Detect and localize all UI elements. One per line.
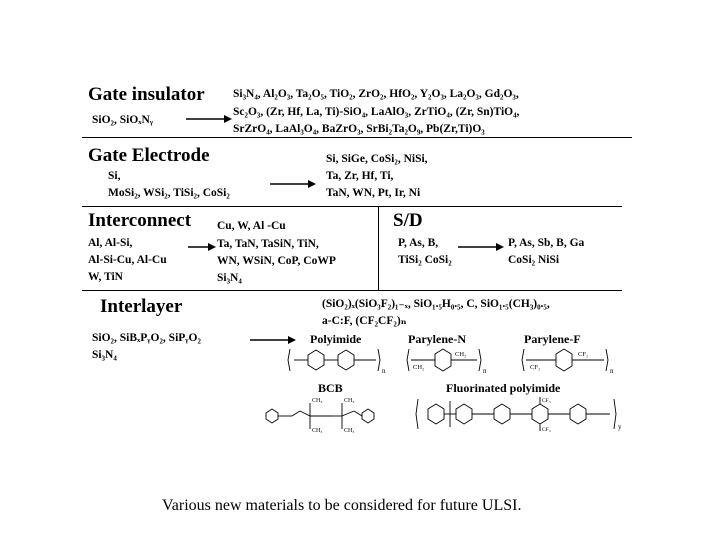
gate-insulator-new-2: Sc₂O₃, (Zr, Hf, La, Ti)-SiO₄, LaAlO₃, ZrTiO₄, (Zr, Sn)TiO₄, xyxy=(233,106,520,118)
sd-new-2: CoSi₂ NiSi xyxy=(508,254,560,266)
sd-new-1: P, As, Sb, B, Ga xyxy=(508,237,585,249)
fluorinated-polyimide-label: Fluorinated polyimide xyxy=(446,381,561,395)
ch2-group: CH₂ xyxy=(455,351,467,358)
parylene-n-label: Parylene-N xyxy=(408,332,466,346)
arrow-icon xyxy=(458,241,504,253)
ch3-group: CH₃ xyxy=(344,428,355,433)
interconnect-current-2: Al-Si-Cu, Al-Cu xyxy=(88,254,167,266)
gate-electrode-new-2: Ta, Zr, Hf, Ti, xyxy=(326,170,394,182)
cf3-group: CF₃ xyxy=(542,427,551,433)
sd-current-2: TiSi₂ CoSi₂ xyxy=(398,254,452,266)
interconnect-new-2: Ta, TaN, TaSiN, TiN, xyxy=(217,238,319,250)
gate-electrode-current-1: Si, xyxy=(108,170,121,182)
subscript-n: n xyxy=(382,367,386,375)
interlayer-current-2: Si₃N₄ xyxy=(92,349,117,361)
interconnect-new-3: WN, WSiN, CoP, CoWP xyxy=(217,255,336,267)
ch3-group: CH₃ xyxy=(344,398,355,404)
interlayer-current-1: SiO₂, SiBₓPᵧO₂, SiPᵧO₂ xyxy=(92,332,201,344)
fluorinated-polyimide-structure-icon xyxy=(414,395,628,433)
interlayer-new-2: a-C:F, (CF₂CF₂)ₙ xyxy=(322,315,407,327)
sd-current-1: P, As, B, xyxy=(398,237,439,249)
interconnect-title: Interconnect xyxy=(88,210,192,231)
polyimide-label: Polyimide xyxy=(310,332,362,346)
arrow-icon xyxy=(188,241,216,253)
gate-insulator-new-3: SrZrO₄, LaAl₃O₄, BaZrO₃, SrBi₂Ta₂O₉, Pb(Zr,Ti)O₃ xyxy=(233,123,485,135)
ch2-group: CH₂ xyxy=(413,364,425,371)
interlayer-new-1: (SiO₂)ₓ(SiO₃F₂)₁₋ₓ, SiO₁.₅H₀.₅, C, SiO₁.₅(CH₃)₀.₅, xyxy=(322,298,550,310)
interconnect-new-4: Si₃N₄ xyxy=(217,272,242,284)
gate-insulator-new-1: Si₃N₄, Al₂O₃, Ta₂O₅, TiO₂, ZrO₂, HfO₂, Y₂O₃, La₂O₃, Gd₂O₃, xyxy=(233,88,519,100)
figure-caption: Various new materials to be considered for future ULSI. xyxy=(162,497,522,514)
subscript-n: n xyxy=(483,367,487,375)
arrow-icon xyxy=(186,113,232,125)
sd-title: S/D xyxy=(393,210,423,231)
subscript-n: n xyxy=(610,367,614,375)
gate-electrode-new-1: Si, SiGe, CoSi₂, NiSi, xyxy=(326,153,428,165)
gate-insulator-title: Gate insulator xyxy=(88,84,205,105)
cf3-group: CF₃ xyxy=(542,398,551,404)
divider xyxy=(82,206,622,207)
interconnect-current-3: W, TiN xyxy=(88,271,123,283)
gate-electrode-title: Gate Electrode xyxy=(88,145,210,166)
interlayer-title: Interlayer xyxy=(100,296,183,317)
parylene-n-structure-icon xyxy=(405,345,491,375)
gate-electrode-new-3: TaN, WN, Pt, Ir, Ni xyxy=(326,187,421,199)
parylene-f-structure-icon xyxy=(520,345,620,375)
ch3-group: CH₃ xyxy=(312,398,323,404)
ch3-group: CH₃ xyxy=(312,428,323,433)
bcb-label: BCB xyxy=(318,381,343,395)
cf2-group: CF₂ xyxy=(530,364,541,371)
interconnect-new-1: Cu, W, Al -Cu xyxy=(217,220,286,232)
gate-electrode-current-2: MoSi₂, WSi₂, TiSi₂, CoSi₂ xyxy=(108,187,230,199)
cf2-group: CF₂ xyxy=(578,351,589,358)
parylene-f-label: Parylene-F xyxy=(524,332,581,346)
divider xyxy=(82,290,622,291)
polyimide-structure-icon xyxy=(286,345,390,375)
bcb-structure-icon xyxy=(262,395,382,433)
gate-insulator-current: SiO₂, SiOₓNᵧ xyxy=(92,114,154,126)
arrow-icon xyxy=(270,178,316,190)
divider xyxy=(378,206,379,290)
interconnect-current-1: Al, Al-Si, xyxy=(88,237,133,249)
subscript-y: y xyxy=(618,423,622,431)
divider xyxy=(82,137,632,138)
